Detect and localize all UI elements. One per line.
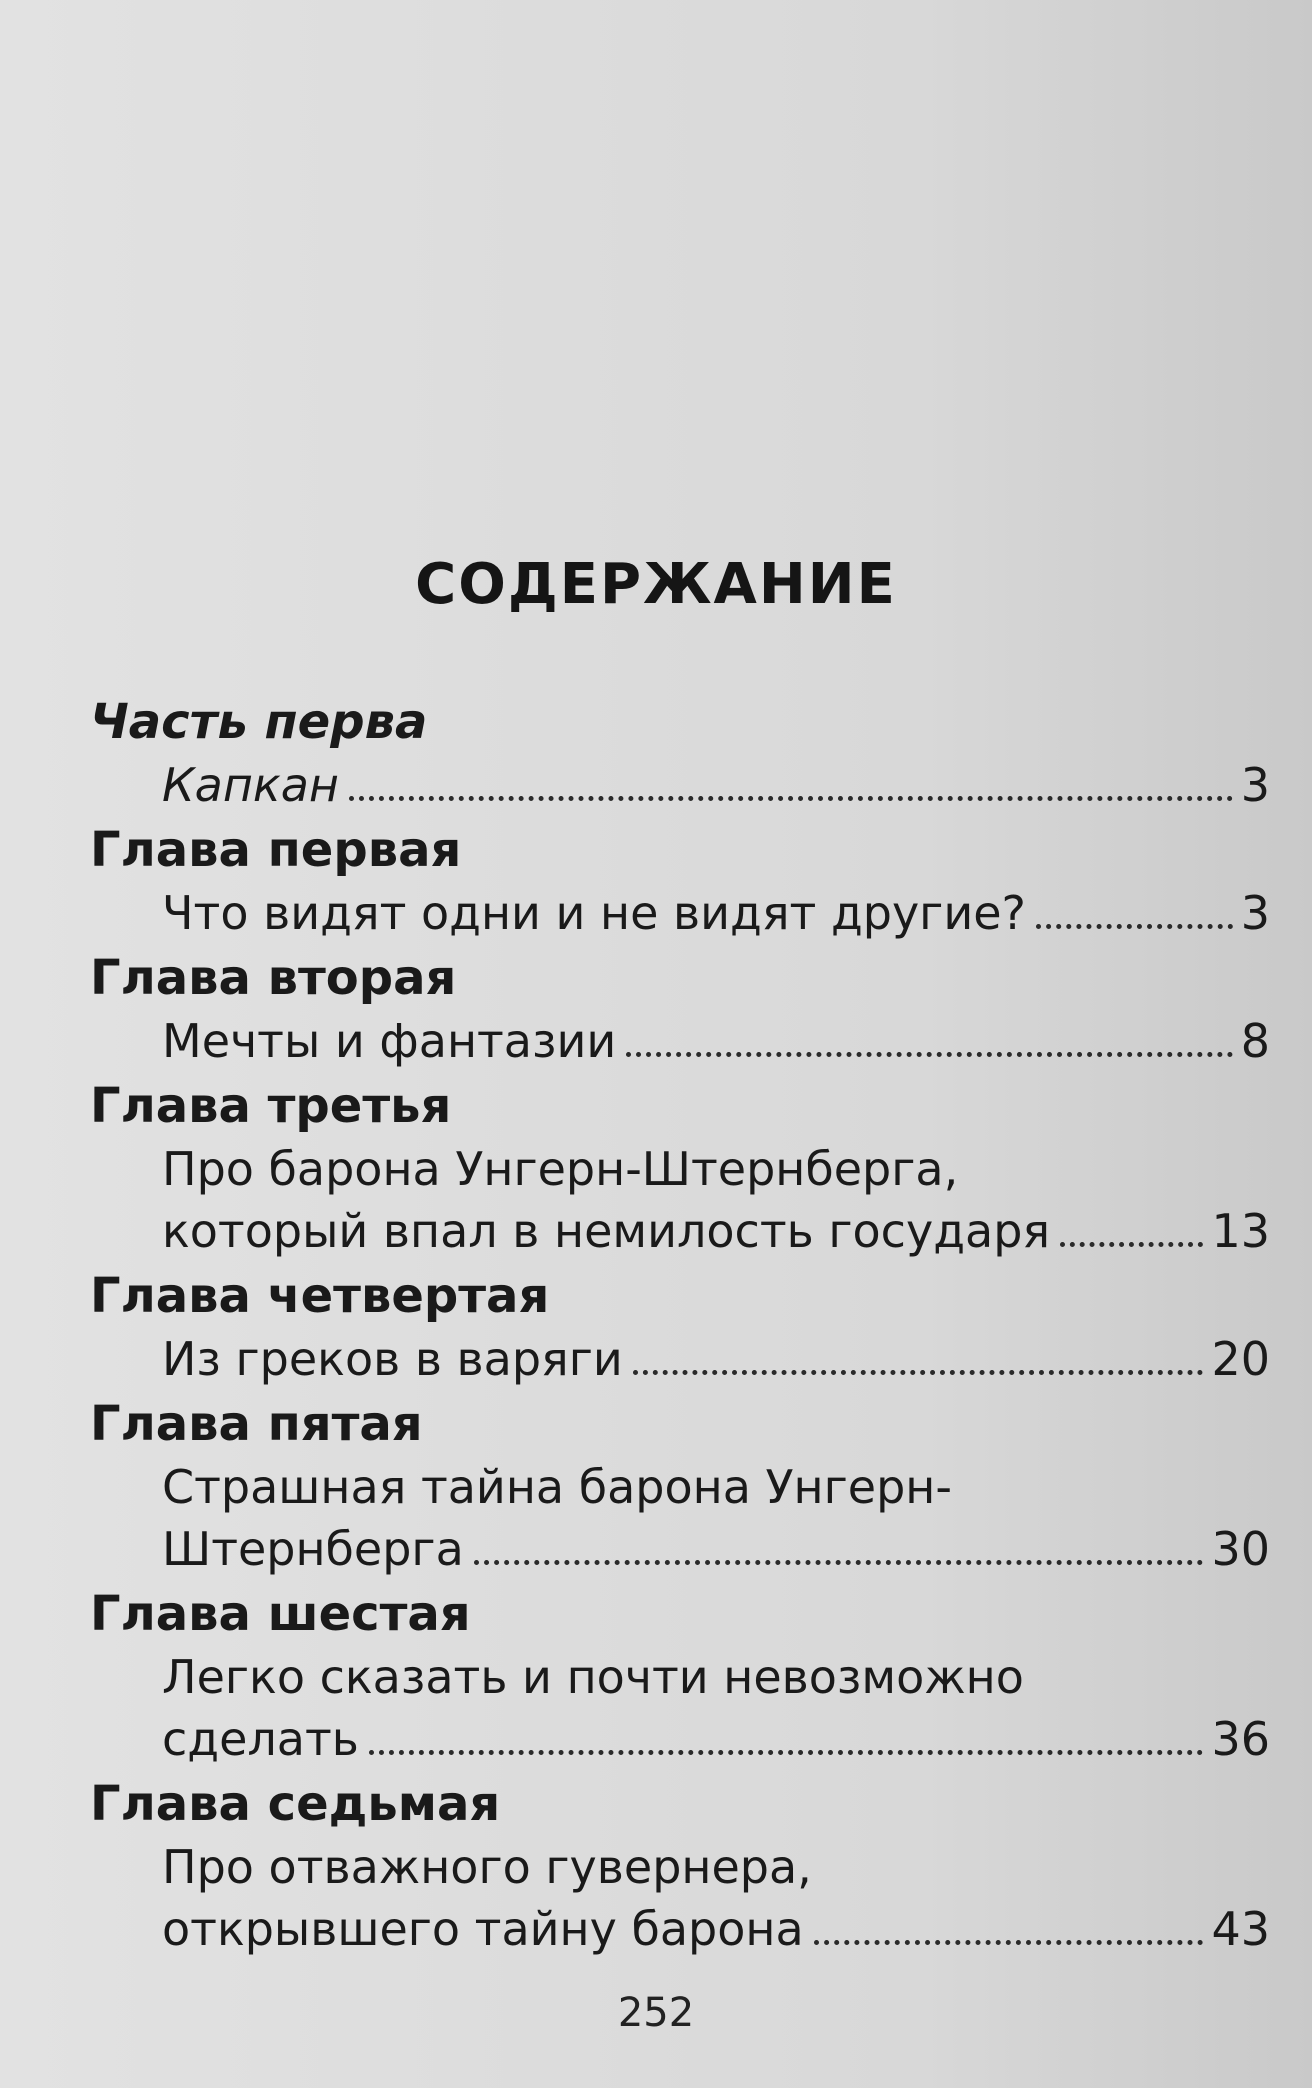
toc-page-number: 43 — [1211, 1902, 1270, 1956]
dot-leader — [474, 1560, 1204, 1565]
table-of-contents-heading: СОДЕРЖАНИЕ — [415, 552, 897, 617]
dot-leader — [814, 1940, 1204, 1945]
toc-entry-title-line-2: Штернберга — [162, 1522, 464, 1576]
toc-entry-title: Мечты и фантазии — [162, 1014, 617, 1068]
toc-page-number: 13 — [1211, 1204, 1270, 1258]
toc-page-number: 36 — [1211, 1712, 1270, 1766]
toc-line — [90, 1898, 1270, 1960]
dot-leader — [1036, 924, 1233, 929]
toc-page-number: 3 — [1240, 758, 1270, 812]
toc-page-number: 20 — [1211, 1332, 1270, 1386]
toc-line — [90, 1138, 1270, 1200]
toc-chapter-label: Глава седьмая — [90, 1776, 501, 1832]
toc-entry-chapter-5 — [90, 1392, 1270, 1580]
toc-entry-chapter-6 — [90, 1582, 1270, 1770]
dot-leader — [633, 1370, 1204, 1375]
toc-line — [90, 1836, 1270, 1898]
toc-entry-chapter-2 — [90, 946, 1270, 1072]
toc-page-number: 8 — [1240, 1014, 1270, 1068]
toc-entry-title-line-2: открывшего тайну барона — [162, 1902, 804, 1956]
toc-entry-title-line-2: сделать — [162, 1712, 359, 1766]
toc-entry-title-line-1: Легко сказать и почти невозможно — [162, 1650, 1024, 1704]
toc-entry-chapter-7 — [90, 1772, 1270, 1960]
toc-line — [90, 882, 1270, 944]
toc-line — [90, 1646, 1270, 1708]
toc-line — [90, 1200, 1270, 1262]
toc-chapter-label: Глава третья — [90, 1078, 452, 1134]
toc-page-number: 30 — [1211, 1522, 1270, 1576]
toc-entry-part-one — [90, 690, 1270, 816]
toc-line — [90, 754, 1270, 816]
page-number: 252 — [617, 1990, 695, 2036]
dot-leader — [369, 1750, 1204, 1755]
dot-leader — [349, 796, 1233, 801]
toc-line — [90, 1328, 1270, 1390]
toc-entry-chapter-1 — [90, 818, 1270, 944]
toc-entry-chapter-3 — [90, 1074, 1270, 1262]
toc-chapter-label: Глава четвертая — [90, 1268, 550, 1324]
dot-leader — [1060, 1242, 1203, 1247]
toc-part-label: Часть перва — [90, 694, 428, 750]
toc-chapter-label: Глава пятая — [90, 1396, 423, 1452]
toc-line — [90, 1010, 1270, 1072]
toc-entry-title-line-1: Страшная тайна барона Унгерн- — [162, 1460, 952, 1514]
toc-entry-title: Что видят одни и не видят другие? — [162, 886, 1026, 940]
toc-line — [90, 1456, 1270, 1518]
toc-chapter-label: Глава первая — [90, 822, 462, 878]
toc-chapter-label: Глава вторая — [90, 950, 457, 1006]
toc-line — [90, 1518, 1270, 1580]
toc-line — [90, 1708, 1270, 1770]
toc-entry-title: Капкан — [162, 758, 339, 812]
toc-entry-chapter-4 — [90, 1264, 1270, 1390]
toc-entry-title-line-1: Про барона Унгерн-Штернберга, — [162, 1142, 959, 1196]
bleed-through-text — [90, 130, 1272, 194]
toc-entry-title-line-2: который впал в немилость государя — [162, 1204, 1051, 1258]
toc-entry-title: Из греков в варяги — [162, 1332, 623, 1386]
dot-leader — [626, 1052, 1232, 1057]
toc-page-number: 3 — [1240, 886, 1270, 940]
toc-chapter-label: Глава шестая — [90, 1586, 471, 1642]
toc-entry-title-line-1: Про отважного гувернера, — [162, 1840, 812, 1894]
